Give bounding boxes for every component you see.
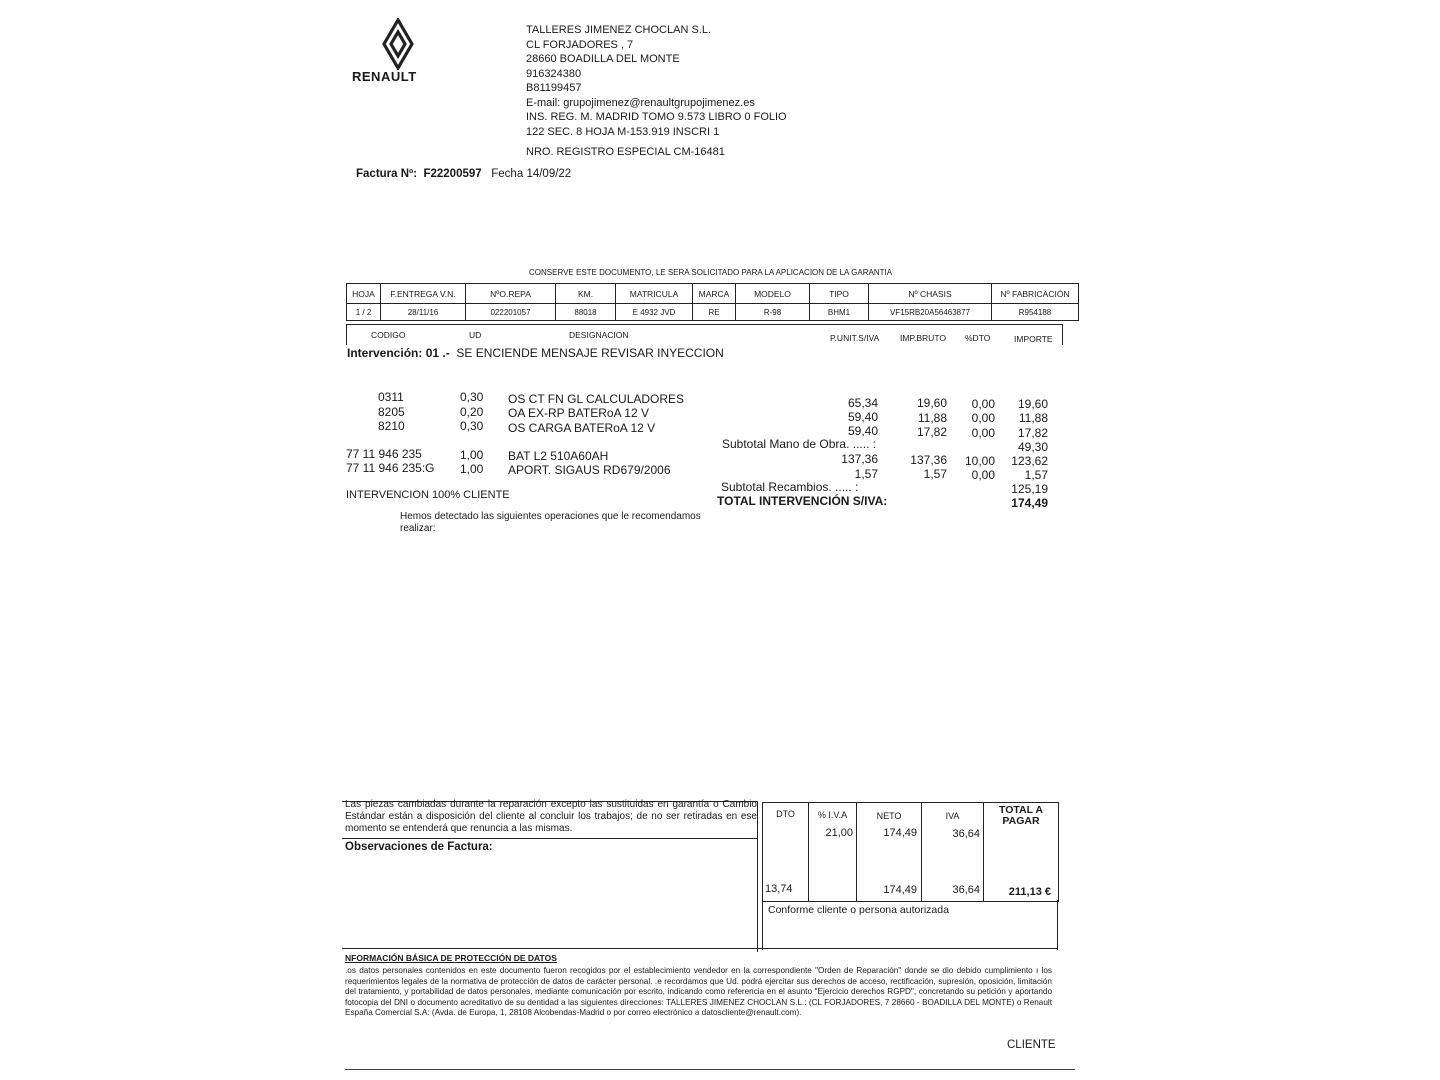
renault-diamond-icon (366, 18, 430, 70)
divider (983, 803, 984, 901)
totals-header-neto: NETO (876, 811, 902, 821)
header-cell: Nº FABRICACIÓN (992, 284, 1079, 304)
header-cell: F.ENTREGA V.N. (381, 284, 466, 304)
value-cell: 88018 (556, 304, 616, 321)
subtotal-mano-value: 49,30 (1017, 440, 1048, 454)
value-cell: 022201057 (466, 304, 556, 321)
totals-iva-1: 36,64 (952, 828, 980, 840)
totals-neto-1: 174,49 (883, 827, 917, 839)
line-desc: APORT. SIGAUS RD679/2006 (508, 463, 671, 477)
line-punit: 137,36 (841, 452, 878, 466)
company-line: E-mail: grupojimenez@renaultgrupojimenez.es (526, 96, 755, 109)
line-punit: 65,34 (847, 396, 878, 410)
line-dto: 0,00 (971, 411, 995, 425)
divider (342, 948, 1057, 949)
value-cell: E 4932 JVD (616, 304, 693, 321)
header-cell: KM. (556, 284, 616, 304)
line-importe: 1,57 (1024, 468, 1048, 482)
header-cell: HOJA (347, 284, 381, 304)
vehicle-header-table (346, 283, 1079, 321)
line-ud: 1,00 (460, 448, 484, 462)
header-cell: TIPO (810, 284, 869, 304)
header-cell: MARCA (693, 284, 736, 304)
gdpr-title: NFORMACIÓN BÁSICA DE PROTECCIÓN DE DATOS (345, 953, 557, 963)
col-designacion: DESIGNACION (569, 330, 629, 340)
recommend-note: Hemos detectado las siguientes operaciones que le recomendamos realizar: (400, 511, 701, 534)
total-intervencion-label: TOTAL INTERVENCIÓN S/IVA: (717, 494, 888, 508)
line-code: 77 11 946 235:G (346, 461, 435, 475)
totals-header-iva: IVA (945, 811, 960, 821)
line-desc: OS CARGA BATERoA 12 V (508, 421, 656, 435)
totals-iva-pct: 21,00 (825, 827, 853, 839)
line-bruto: 19,60 (916, 396, 947, 410)
col-dto: %DTO (965, 333, 991, 343)
line-importe: 123,62 (1011, 454, 1048, 468)
header-cell: MODELO (736, 284, 810, 304)
totals-box (762, 802, 1059, 902)
company-line: CL FORJADORES , 7 (526, 38, 634, 51)
value-cell: RE (693, 304, 736, 321)
totals-neto-2: 174,49 (883, 884, 917, 896)
company-line: 916324380 (526, 67, 582, 80)
value-cell: 1 / 2 (347, 304, 381, 321)
line-bruto: 17,82 (916, 425, 947, 439)
line-punit: 1,57 (854, 467, 878, 481)
company-line: 122 SEC. 8 HOJA M-153.919 INSCRI 1 (526, 125, 720, 138)
line-bruto: 137,36 (910, 453, 947, 467)
intervention-number: 01 .- (425, 346, 450, 360)
totals-iva-2: 36,64 (952, 884, 980, 896)
invoice-header (356, 168, 571, 180)
divider (342, 838, 757, 839)
col-importe: IMPORTE (1014, 334, 1053, 344)
line-desc: OS CT FN GL CALCULADORES (508, 392, 685, 406)
line-code: 8210 (378, 419, 405, 433)
line-punit: 59,40 (847, 424, 878, 438)
invoice-number: F22200597 (423, 168, 482, 180)
line-bruto: 1,57 (923, 467, 947, 481)
conserve-notice: CONSERVE ESTE DOCUMENTO, LE SERA SOLICITADO PARA LA APLICACION DE LA GARANTIA (529, 268, 893, 277)
divider (345, 1069, 1075, 1070)
line-code: 77 11 946 235 (346, 447, 422, 461)
value-cell: BHM1 (810, 304, 869, 321)
line-dto: 0,00 (971, 426, 995, 440)
line-importe: 17,82 (1017, 426, 1048, 440)
totals-header-dto: DTO (776, 809, 795, 819)
total-a-pagar: 211,13 € (1008, 886, 1051, 898)
totals-header-total: TOTAL A PAGAR (999, 804, 1043, 827)
value-cell: VF15RB20A56463877 (869, 304, 992, 321)
company-line: B81199457 (526, 82, 582, 94)
intervention-title (347, 346, 724, 360)
line-importe: 19,60 (1017, 397, 1048, 411)
line-dto: 10,00 (964, 454, 995, 468)
col-ud: UD (469, 330, 482, 340)
total-intervencion-value: 174,49 (1011, 496, 1048, 510)
col-codigo: CODIGO (371, 330, 406, 340)
header-cell: Nº CHASIS (869, 284, 992, 304)
company-line: 28660 BOADILLA DEL MONTE (526, 53, 680, 65)
intervention-label: Intervención: (347, 346, 423, 360)
line-ud: 1,00 (460, 462, 484, 476)
line-desc: BAT L2 510A60AH (508, 449, 609, 463)
totals-header-iva-pct: % I.V.A (817, 810, 848, 820)
conforme-box (762, 900, 1058, 950)
line-bruto: 11,88 (917, 411, 947, 425)
line-ud: 0,20 (460, 405, 484, 419)
intervencion-cliente: INTERVENCION 100% CLIENTE (346, 489, 510, 501)
totals-dto: 13,74 (765, 883, 793, 895)
line-ud: 0,30 (460, 390, 484, 404)
company-line: TALLERES JIMENEZ CHOCLAN S.L. (526, 24, 712, 36)
line-code: 8205 (378, 405, 405, 419)
observaciones-label: Observaciones de Factura: (345, 841, 493, 853)
invoice-label: Factura Nº: (356, 168, 418, 180)
brand-name: RENAULT (352, 69, 417, 84)
subtotal-mano-label: Subtotal Mano de Obra. ..... : (722, 437, 877, 451)
lines-column-header (346, 324, 1063, 345)
company-line: INS. REG. M. MADRID TOMO 9.573 LIBRO 0 FOLIO (526, 111, 787, 123)
line-code: 0311 (378, 390, 404, 404)
registro-especial: NRO. REGISTRO ESPECIAL CM-16481 (526, 146, 725, 158)
line-desc: OA EX-RP BATERoA 12 V (508, 406, 649, 420)
col-impbruto: IMP.BRUTO (900, 333, 946, 343)
line-dto: 0,00 (971, 468, 995, 482)
line-ud: 0,30 (460, 419, 484, 433)
intervention-description: SE ENCIENDE MENSAJE REVISAR INYECCION (456, 346, 724, 360)
value-cell: R954188 (992, 304, 1079, 321)
subtotal-recambios-value: 125,19 (1011, 482, 1048, 496)
gdpr-text: .os datos personales contenidos en este documento fueron recogidos por el establecimiento vendedor en la correspondiente "Orden de Reparación" donde se dio debido cumplimiento ı los requerimientos legales de la normativa de protección de datos de carácter personal. .e recordamos que Ud. podrá ejercitar sus derechos de acceso, rectificación, supresión, oposición, limitación del tratamiento, y portabilidad de datos personales, mediante comunicación por escrito, indicando como referencia en el asunto "Ejercicio derechos RGPD", concretando su petición y aportando fotocopia del DNI o documento acreditativo de su dentidad a las siguientes direcciones: TALLERES JIMENEZ CHOCLAN S.L.: (CL FORJADORES, 7 28660 - BOADILLA DEL MONTE) o Renault España Comercial S.A: (Avda. de Europa, 1, 28108 Alcobendas-Madrid o por correo electrónico a datoscliente@renault.com). (345, 966, 1052, 1018)
invoice-date-label: Fecha (491, 168, 524, 180)
value-cell: R-98 (736, 304, 810, 321)
copy-label: CLIENTE (1007, 1039, 1056, 1051)
line-importe: 11,88 (1018, 411, 1048, 425)
line-dto: 0,00 (971, 397, 995, 411)
col-punit: P.UNIT.S/IVA (830, 333, 880, 343)
line-punit: 59,40 (847, 410, 878, 424)
value-cell: 28/11/16 (381, 304, 466, 321)
header-cell: MATRICULA (616, 284, 693, 304)
invoice-date: 14/09/22 (526, 168, 572, 180)
conforme-label: Conforme cliente o persona autorizada (768, 904, 949, 916)
subtotal-recambios-label: Subtotal Recambios. ..... : (721, 480, 859, 494)
company-info (526, 23, 787, 139)
header-cell: NºO.REPA (466, 284, 556, 304)
piezas-notice: Las piezas cambiadas durante la reparación excepto las sustituidas en garantía o Cambio Estándar están a disposición del cliente al concluir los trabajos; de no ser retiradas en ese momento se entenderá que renuncia a las mismas. (345, 799, 757, 834)
